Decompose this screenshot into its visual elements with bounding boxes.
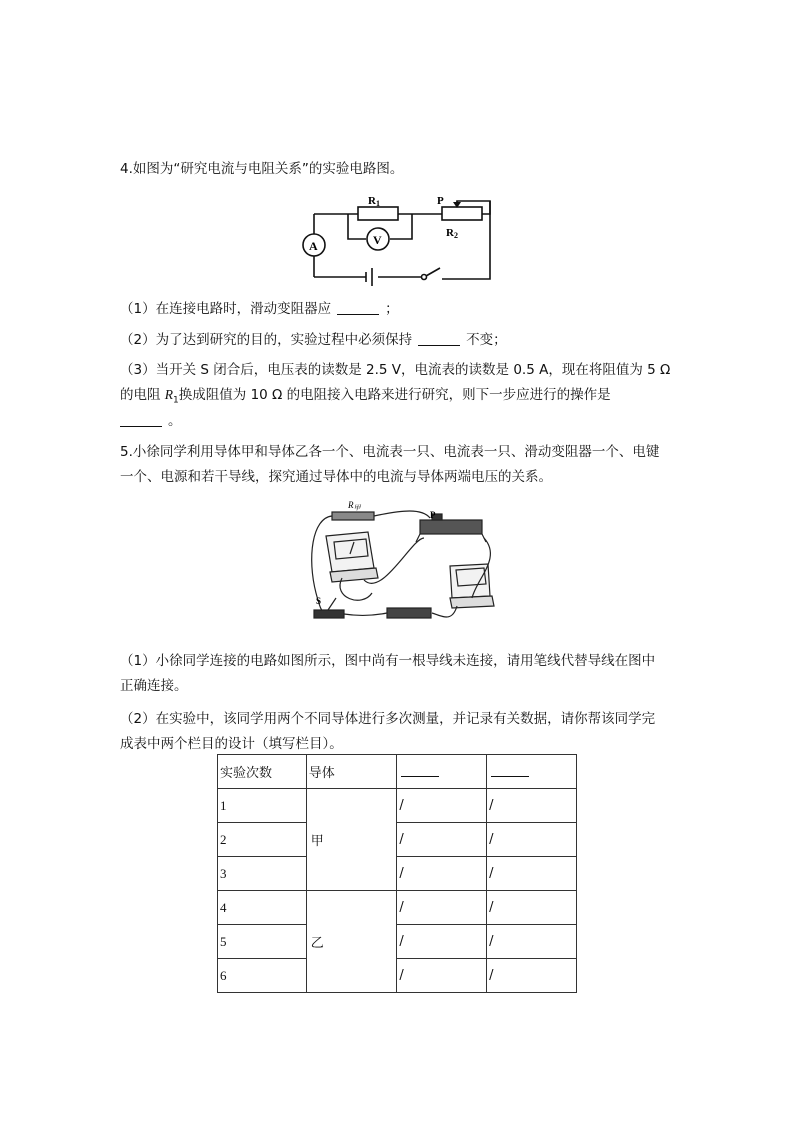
header-blank-1[interactable]	[397, 755, 487, 789]
answer-blank[interactable]	[120, 412, 162, 427]
q5-stem-line1: 5.小徐同学利用导体甲和导体乙各一个、电流表一只、电流表一只、滑动变阻器一个、电键	[120, 444, 660, 460]
table-row: 1 甲 / /	[218, 789, 577, 823]
q5-stem-line2: 一个、电源和若干导线，探究通过导体中的电流与导体两端电压的关系。	[120, 469, 552, 485]
q4-part2: （2）为了达到研究的目的，实验过程中必须保持 不变；	[120, 332, 507, 348]
voltmeter-label: V	[373, 233, 382, 247]
r2-label: R2	[446, 227, 458, 240]
conductor-a: 甲	[306, 789, 397, 891]
q4-part3-line3: 。	[120, 412, 182, 430]
table-row: 6 / /	[218, 959, 577, 993]
q5-part2-line1: （2）在实验中，该同学用两个不同导体进行多次测量，并记录有关数据，请你帮该同学完	[120, 711, 656, 727]
r1-label: R1	[368, 195, 380, 208]
q5-part1-line2: 正确连接。	[120, 678, 188, 694]
ammeter-label: A	[309, 239, 318, 253]
answer-blank[interactable]	[337, 300, 379, 315]
data-table	[217, 754, 577, 993]
table-row: 5 / /	[218, 925, 577, 959]
photo-r-label: $R_甲$	[348, 500, 361, 512]
q4-circuit-diagram	[292, 192, 512, 287]
q5-part1-line1: （1）小徐同学连接的电路如图所示，图中尚有一根导线未连接，请用笔线代替导线在图中	[120, 653, 656, 669]
header-conductor: 导体	[306, 755, 397, 789]
photo-p-label: P	[430, 510, 436, 520]
conductor-b: 乙	[306, 891, 397, 993]
table-header-row	[218, 755, 577, 789]
table-row: 3 / /	[218, 857, 577, 891]
photo-s-label: S	[316, 596, 322, 606]
q5-circuit-photo	[302, 498, 502, 628]
q4-part3-line2: 的电阻 $R_1$换成阻值为 10 Ω 的电阻接入电路来进行研究，则下一步应进行的操作是	[120, 387, 611, 406]
q4-stem: 4.如图为“研究电流与电阻关系”的实验电路图。	[120, 161, 404, 177]
q4-part3-line1: （3）当开关 S 闭合后，电压表的读数是 2.5 V，电流表的读数是 0.5 A，现在将阻值为 5 Ω	[120, 362, 671, 378]
answer-blank[interactable]	[418, 331, 460, 346]
table-row: 2 / /	[218, 823, 577, 857]
table-row: 4 乙 / /	[218, 891, 577, 925]
header-trial: 实验次数	[218, 755, 307, 789]
q4-part1: （1）在连接电路时，滑动变阻器应 ；	[120, 301, 399, 317]
q5-part2-line2: 成表中两个栏目的设计（填写栏目）。	[120, 736, 343, 752]
header-blank-2[interactable]	[487, 755, 577, 789]
p-label: P	[437, 195, 444, 207]
